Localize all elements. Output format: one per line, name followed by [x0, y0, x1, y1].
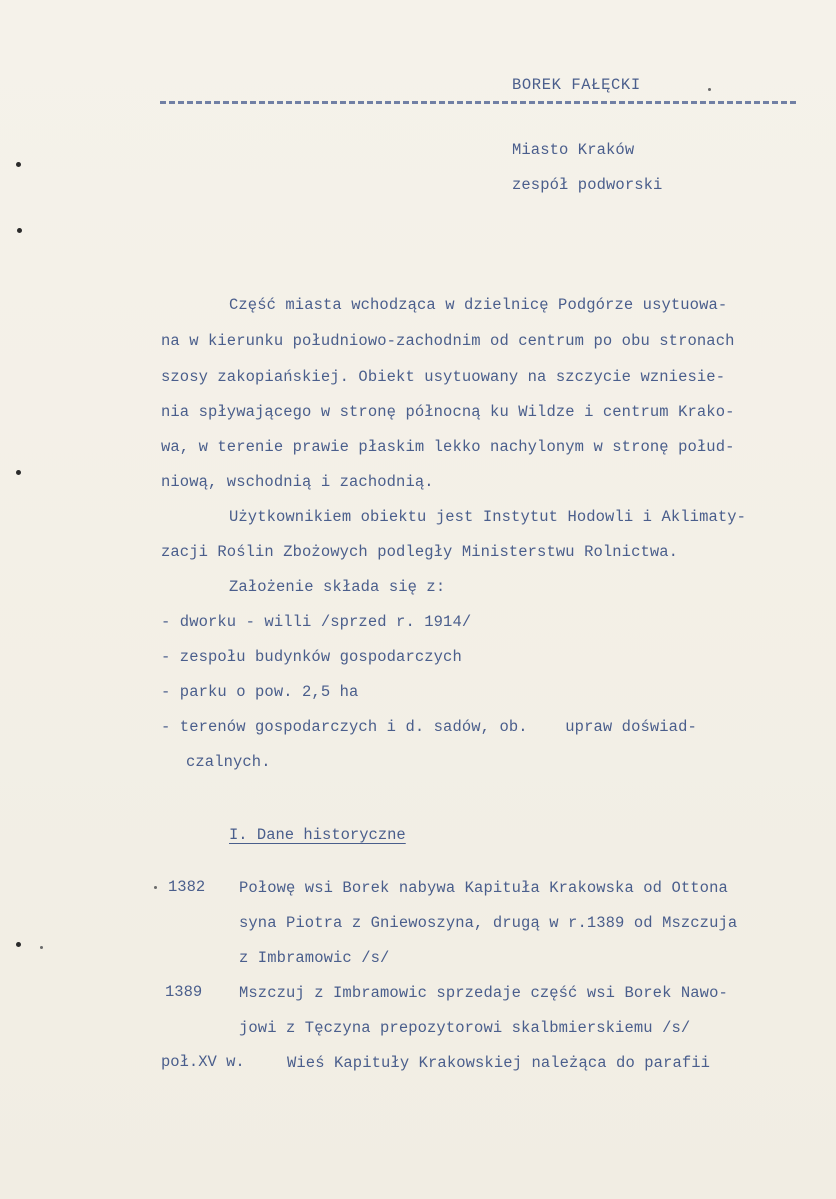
ink-speck: [708, 88, 711, 91]
history-text: syna Piotra z Gniewoszyna, drugą w r.1389 od Mszczuja: [239, 914, 738, 932]
punch-mark: [16, 162, 21, 167]
intro-line: Część miasta wchodząca w dzielnicę Podgórze usytuowa-: [229, 296, 728, 314]
history-text: z Imbramowic /s/: [239, 949, 390, 967]
punch-mark: [16, 470, 21, 475]
ink-speck: [154, 886, 157, 889]
history-text: Mszczuj z Imbramowic sprzedaje część wsi Borek Nawo-: [239, 984, 728, 1002]
intro-line: zacji Roślin Zbożowych podległy Ministerstwu Rolnictwa.: [161, 543, 679, 561]
list-item-continuation: czalnych.: [186, 753, 271, 771]
list-item: - zespołu budynków gospodarczych: [161, 648, 462, 666]
intro-line: Użytkownikiem obiektu jest Instytut Hodowli i Aklimaty-: [229, 508, 747, 526]
document-title: BOREK FAŁĘCKI: [512, 76, 641, 94]
history-year: poł.XV w.: [161, 1053, 245, 1071]
intro-line: nia spływającego w stronę północną ku Wildze i centrum Krako-: [161, 403, 735, 421]
list-item: - terenów gospodarczych i d. sadów, ob. upraw doświad-: [161, 718, 697, 736]
punch-mark: [16, 942, 21, 947]
punch-mark: [17, 228, 22, 233]
history-year: 1382: [168, 878, 206, 896]
history-text: Połowę wsi Borek nabywa Kapituła Krakowska od Ottona: [239, 879, 728, 897]
intro-line: wa, w terenie prawie płaskim lekko nachylonym w stronę połud-: [161, 438, 735, 456]
intro-line: szosy zakopiańskiej. Obiekt usytuowany na szczycie wzniesie-: [161, 368, 726, 386]
list-item: - parku o pow. 2,5 ha: [161, 683, 359, 701]
list-item: - dworku - willi /sprzed r. 1914/: [161, 613, 472, 631]
location-city: Miasto Kraków: [512, 141, 635, 159]
intro-line: na w kierunku południowo-zachodnim od centrum po obu stronach: [161, 332, 735, 350]
history-text: Wieś Kapituły Krakowskiej należąca do parafii: [287, 1054, 711, 1072]
ink-speck: [40, 946, 43, 949]
intro-line: Założenie składa się z:: [229, 578, 446, 596]
section-heading: I. Dane historyczne: [229, 826, 406, 844]
title-rule: [160, 101, 796, 104]
history-year: 1389: [165, 983, 203, 1001]
location-type: zespół podworski: [512, 176, 663, 194]
history-text: jowi z Tęczyna prepozytorowi skalbmierskiemu /s/: [239, 1019, 691, 1037]
intro-line: niową, wschodnią i zachodnią.: [161, 473, 434, 491]
